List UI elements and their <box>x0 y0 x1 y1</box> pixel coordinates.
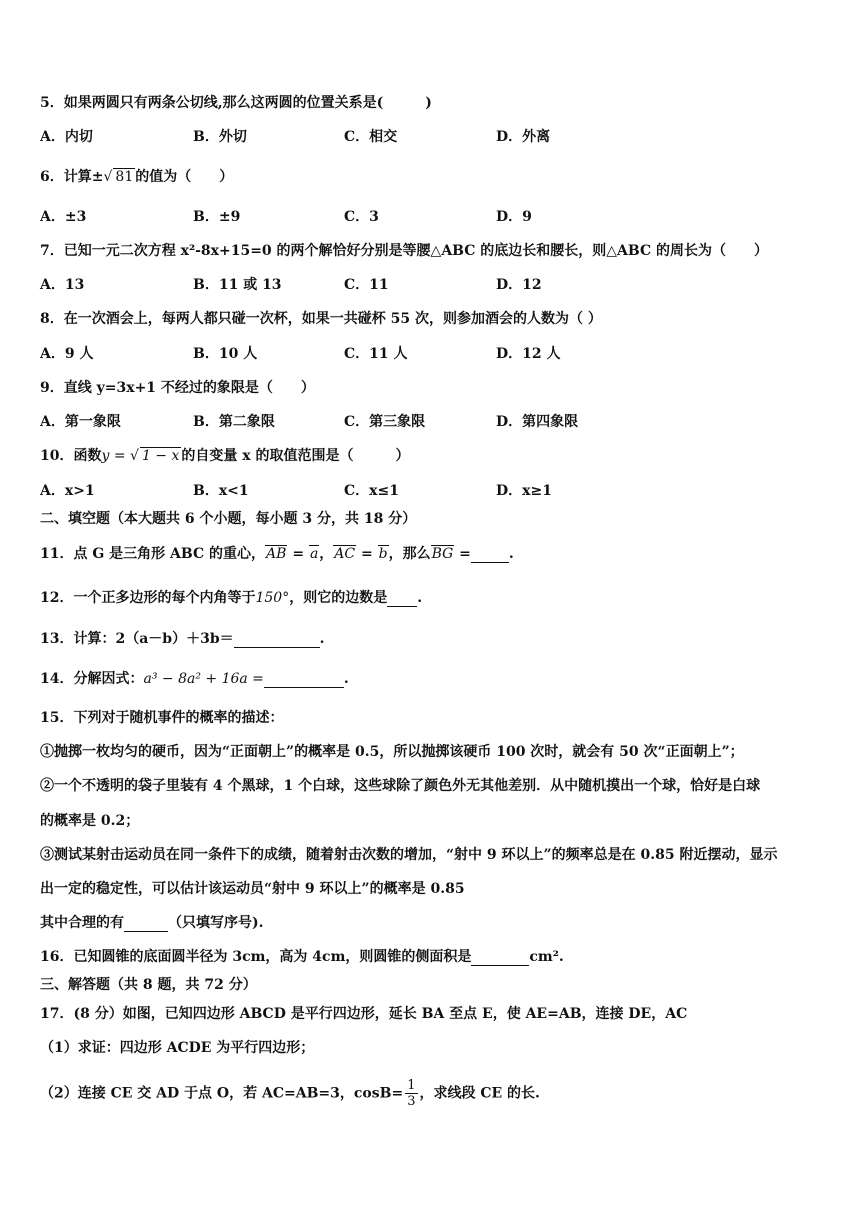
q6-option-d: D．9 <box>496 209 532 225</box>
q15-answer <box>40 912 264 932</box>
q5-option-c: C．相交 <box>344 129 398 145</box>
q5-option-d: D．外离 <box>496 129 551 145</box>
q6-prefix: 6．计算± <box>40 169 104 185</box>
q16-suffix: cm². <box>529 949 564 965</box>
question-17: 17．(8 分）如图，已知四边形 ABCD 是平行四边形，延长 BA 至点 E，使 AE=AB，连接 DE，AC <box>40 1006 688 1022</box>
q12-suffix: ，则它的边数是 <box>289 590 388 606</box>
q11-prefix: 11．点 G 是三角形 ABC 的重心， <box>40 546 266 562</box>
q5-option-b: B．外切 <box>193 129 247 145</box>
question-11 <box>40 543 514 563</box>
q13-prefix: 13．计算：2（a－b）＋3b＝ <box>40 631 234 647</box>
q10-option-b: B．x<1 <box>193 483 249 499</box>
q10-function: y = <box>101 448 131 464</box>
q10-prefix: 10．函数 <box>40 448 102 464</box>
q13-end: . <box>319 631 325 647</box>
q8-option-d: D．12 人 <box>496 346 561 362</box>
q9-option-d: D．第四象限 <box>496 414 579 430</box>
radical-sign: √ <box>103 169 113 185</box>
q14-prefix: 14．分解因式： <box>40 671 144 687</box>
q17-p2-prefix: （2）连接 CE 交 AD 于点 O，若 AC=AB=3，cosB= <box>40 1085 404 1102</box>
q7-option-b: B．11 或 13 <box>193 277 282 293</box>
q16-prefix: 16．已知圆锥的底面圆半径为 3cm，高为 4cm，则圆锥的侧面积是 <box>40 949 472 965</box>
q15-answer-blank[interactable] <box>124 917 168 932</box>
section-2-heading: 二、填空题（本大题共 6 个小题，每小题 3 分，共 18 分） <box>40 511 417 527</box>
q15-statement-3: ③测试某射击运动员在同一条件下的成绩，随着射击次数的增加，“射中 9 环以上”的频率总是在 0.85 附近摆动，显示 <box>40 847 778 863</box>
question-12 <box>40 587 422 607</box>
q15-statement-2: ②一个不透明的袋子里装有 4 个黑球，1 个白球，这些球除了颜色外无其他差别．从中随机摸出一个球，恰好是白球 <box>40 778 761 794</box>
vector-ac: AC <box>334 546 356 562</box>
fraction-denominator: 3 <box>407 1094 416 1109</box>
q5-option-a: A．内切 <box>40 129 93 145</box>
q14-expression: a³ − 8a² + 16a = <box>143 671 264 687</box>
question-15: 15．下列对于随机事件的概率的描述： <box>40 710 284 726</box>
q10-option-d: D．x≥1 <box>496 483 552 499</box>
question-9: 9．直线 y=3x+1 不经过的象限是（ ） <box>40 380 315 396</box>
q13-answer-blank[interactable] <box>234 633 320 648</box>
q8-option-a: A．9 人 <box>40 346 94 362</box>
q16-answer-blank[interactable] <box>471 951 529 966</box>
q17-part-2 <box>40 1078 540 1109</box>
q17-p2-suffix: ，求线段 CE 的长. <box>419 1085 540 1102</box>
q15-statement-3-cont: 出一定的稳定性，可以估计该运动员“射中 9 环以上”的概率是 0.85 <box>40 881 465 897</box>
q7-option-d: D．12 <box>496 277 542 293</box>
q14-answer-blank[interactable] <box>264 673 344 688</box>
q11-eq1: = <box>287 546 309 562</box>
q14-end: . <box>343 671 349 687</box>
q12-prefix: 12．一个正多边形的每个内角等于 <box>40 590 256 606</box>
vector-b: b <box>378 546 388 562</box>
q10-radicand: 1 − x <box>141 448 180 464</box>
q11-end: . <box>508 546 514 562</box>
question-7: 7．已知一元二次方程 x²-8x+15=0 的两个解恰好分别是等腰△ABC 的底边长和腰长，则△ABC 的周长为（ ） <box>40 243 769 259</box>
q10-suffix: 的自变量 x 的取值范围是（ ） <box>181 448 410 464</box>
q7-option-a: A．13 <box>40 277 85 293</box>
q9-option-c: C．第三象限 <box>344 414 426 430</box>
q12-angle: 150° <box>255 590 290 606</box>
section-3-heading: 三、解答题（共 8 题，共 72 分） <box>40 977 257 993</box>
q9-option-b: B．第二象限 <box>193 414 275 430</box>
question-5: 5．如果两圆只有两条公切线,那么这两圆的位置关系是( ) <box>40 95 432 111</box>
q12-end: . <box>417 590 423 606</box>
q12-answer-blank[interactable] <box>387 592 417 607</box>
q11-answer-blank[interactable] <box>471 548 509 563</box>
q15-ans-prefix: 其中合理的有 <box>40 915 124 931</box>
q11-sep: ， <box>319 546 334 562</box>
q15-statement-1: ①抛掷一枚均匀的硬币，因为“正面朝上”的概率是 0.5，所以抛掷该硬币 100 次时，就会有 50 次“正面朝上”； <box>40 744 744 760</box>
fraction-one-third <box>405 1078 417 1109</box>
q11-suffix: = <box>454 546 471 562</box>
q9-option-a: A．第一象限 <box>40 414 121 430</box>
q11-eq2: = <box>356 546 378 562</box>
vector-a: a <box>309 546 319 562</box>
radical-sign: √ <box>130 448 139 464</box>
q6-radicand: 81 <box>115 169 134 185</box>
q11-mid: ，那么 <box>388 546 431 562</box>
q8-option-c: C．11 人 <box>344 346 408 362</box>
q10-option-c: C．x≤1 <box>344 483 399 499</box>
question-16 <box>40 946 564 966</box>
q15-statement-2-cont: 的概率是 0.2； <box>40 813 140 829</box>
question-8: 8．在一次酒会上，每两人都只碰一次杯，如果一共碰杯 55 次，则参加酒会的人数为（ ） <box>40 311 602 327</box>
q6-option-c: C．3 <box>344 209 379 225</box>
q8-option-b: B．10 人 <box>193 346 258 362</box>
q10-option-a: A．x>1 <box>40 483 95 499</box>
vector-bg: BG <box>431 546 454 562</box>
q6-suffix: 的值为（ ） <box>135 169 234 185</box>
q6-option-a: A．±3 <box>40 209 87 225</box>
q15-ans-suffix: （只填写序号). <box>168 915 264 931</box>
vector-ab: AB <box>266 546 287 562</box>
question-13 <box>40 628 325 648</box>
question-6 <box>40 166 233 186</box>
fraction-numerator: 1 <box>407 1078 416 1093</box>
question-10 <box>40 445 410 465</box>
q17-part-1: （1）求证：四边形 ACDE 为平行四边形； <box>40 1040 315 1056</box>
q7-option-c: C．11 <box>344 277 389 293</box>
q6-option-b: B．±9 <box>193 209 241 225</box>
question-14 <box>40 668 349 688</box>
